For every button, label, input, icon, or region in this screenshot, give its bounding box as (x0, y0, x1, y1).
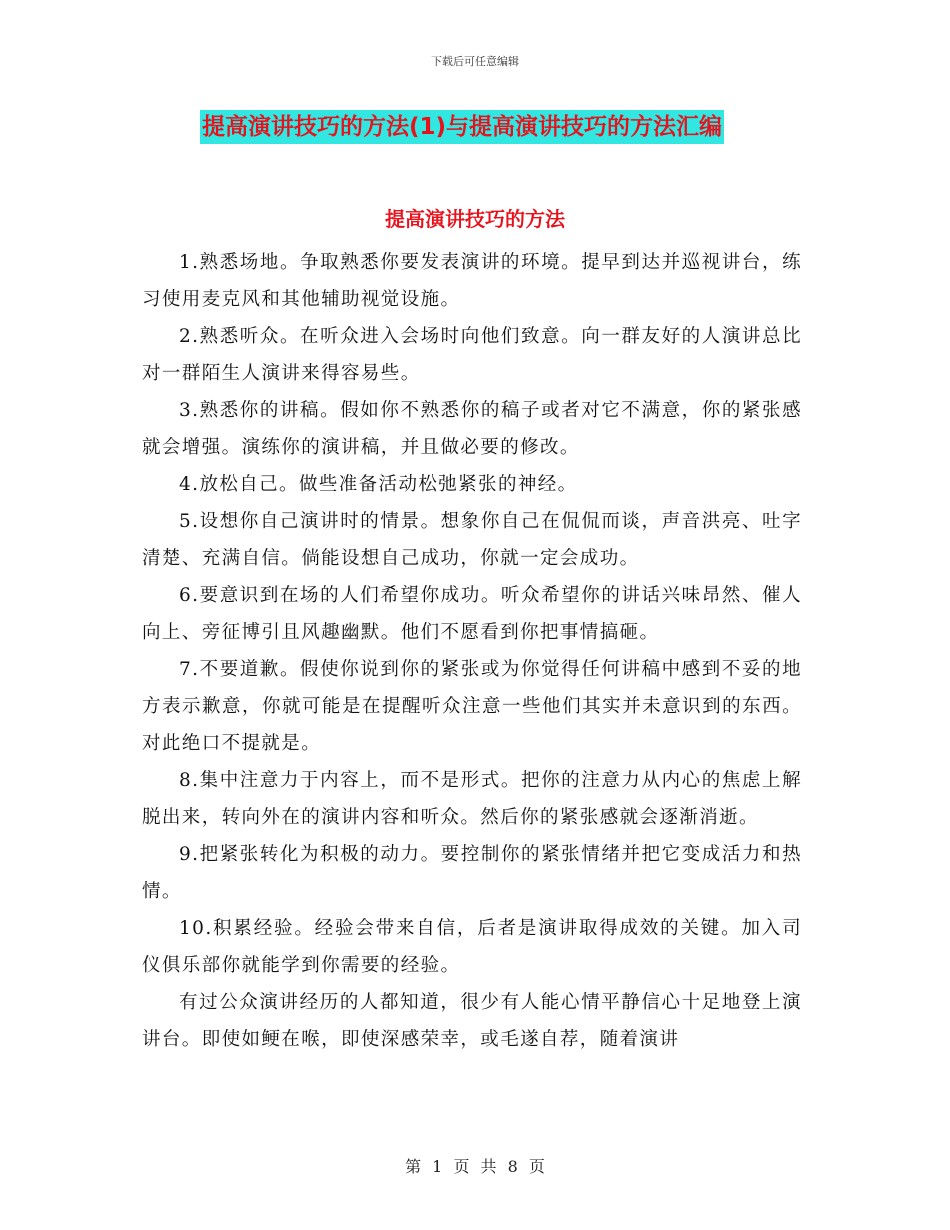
paragraph-5: 5.设想你自己演讲时的情景。想象你自己在侃侃而谈，声音洪亮、吐字清楚、充满自信。倘能设想自己成功，你就一定会成功。 (142, 511, 802, 569)
paragraph-4: 4.放松自己。做些准备活动松弛紧张的神经。 (179, 474, 578, 495)
paragraph-11: 有过公众演讲经历的人都知道，很少有人能心情平静信心十足地登上演讲台。即使如鲠在喉，即使深感荣幸，或毛遂自荐，随着演讲 (142, 992, 802, 1050)
paragraph-1: 1.熟悉场地。争取熟悉你要发表演讲的环境。提早到达并巡视讲台，练习使用麦克风和其他辅助视觉设施。 (142, 252, 802, 310)
paragraph-8: 8.集中注意力于内容上，而不是形式。把你的注意力从内心的焦虑上解脱出来，转向外在的演讲内容和听众。然后你的紧张感就会逐渐消逝。 (142, 770, 802, 828)
paragraph-7: 7.不要道歉。假使你说到你的紧张或为你觉得任何讲稿中感到不妥的地方表示歉意，你就可能是在提醒听众注意一些他们其实并未意识到的东西。对此绝口不提就是。 (142, 659, 802, 754)
paragraph-10: 10.积累经验。经验会带来自信，后者是演讲取得成效的关键。加入司仪俱乐部你就能学到你需要的经验。 (142, 918, 802, 976)
paragraph-6: 6.要意识到在场的人们希望你成功。听众希望你的讲话兴味昂然、催人向上、旁征博引且风趣幽默。他们不愿看到你把事情搞砸。 (142, 585, 802, 643)
paragraph-9: 9.把紧张转化为积极的动力。要控制你的紧张情绪并把它变成活力和热情。 (142, 844, 802, 902)
section-title: 提高演讲技巧的方法 (385, 207, 565, 231)
header-note: 下载后可任意编辑 (431, 55, 519, 68)
document-title: 提高演讲技巧的方法(1)与提高演讲技巧的方法汇编 (200, 110, 724, 144)
paragraph-2: 2.熟悉听众。在听众进入会场时向他们致意。向一群友好的人演讲总比对一群陌生人演讲来得容易些。 (142, 326, 802, 384)
paragraph-3: 3.熟悉你的讲稿。假如你不熟悉你的稿子或者对它不满意，你的紧张感就会增强。演练你的演讲稿，并且做必要的修改。 (142, 400, 802, 458)
page-footer: 第 1 页 共 8 页 (405, 1157, 545, 1176)
document-body (142, 244, 802, 1058)
